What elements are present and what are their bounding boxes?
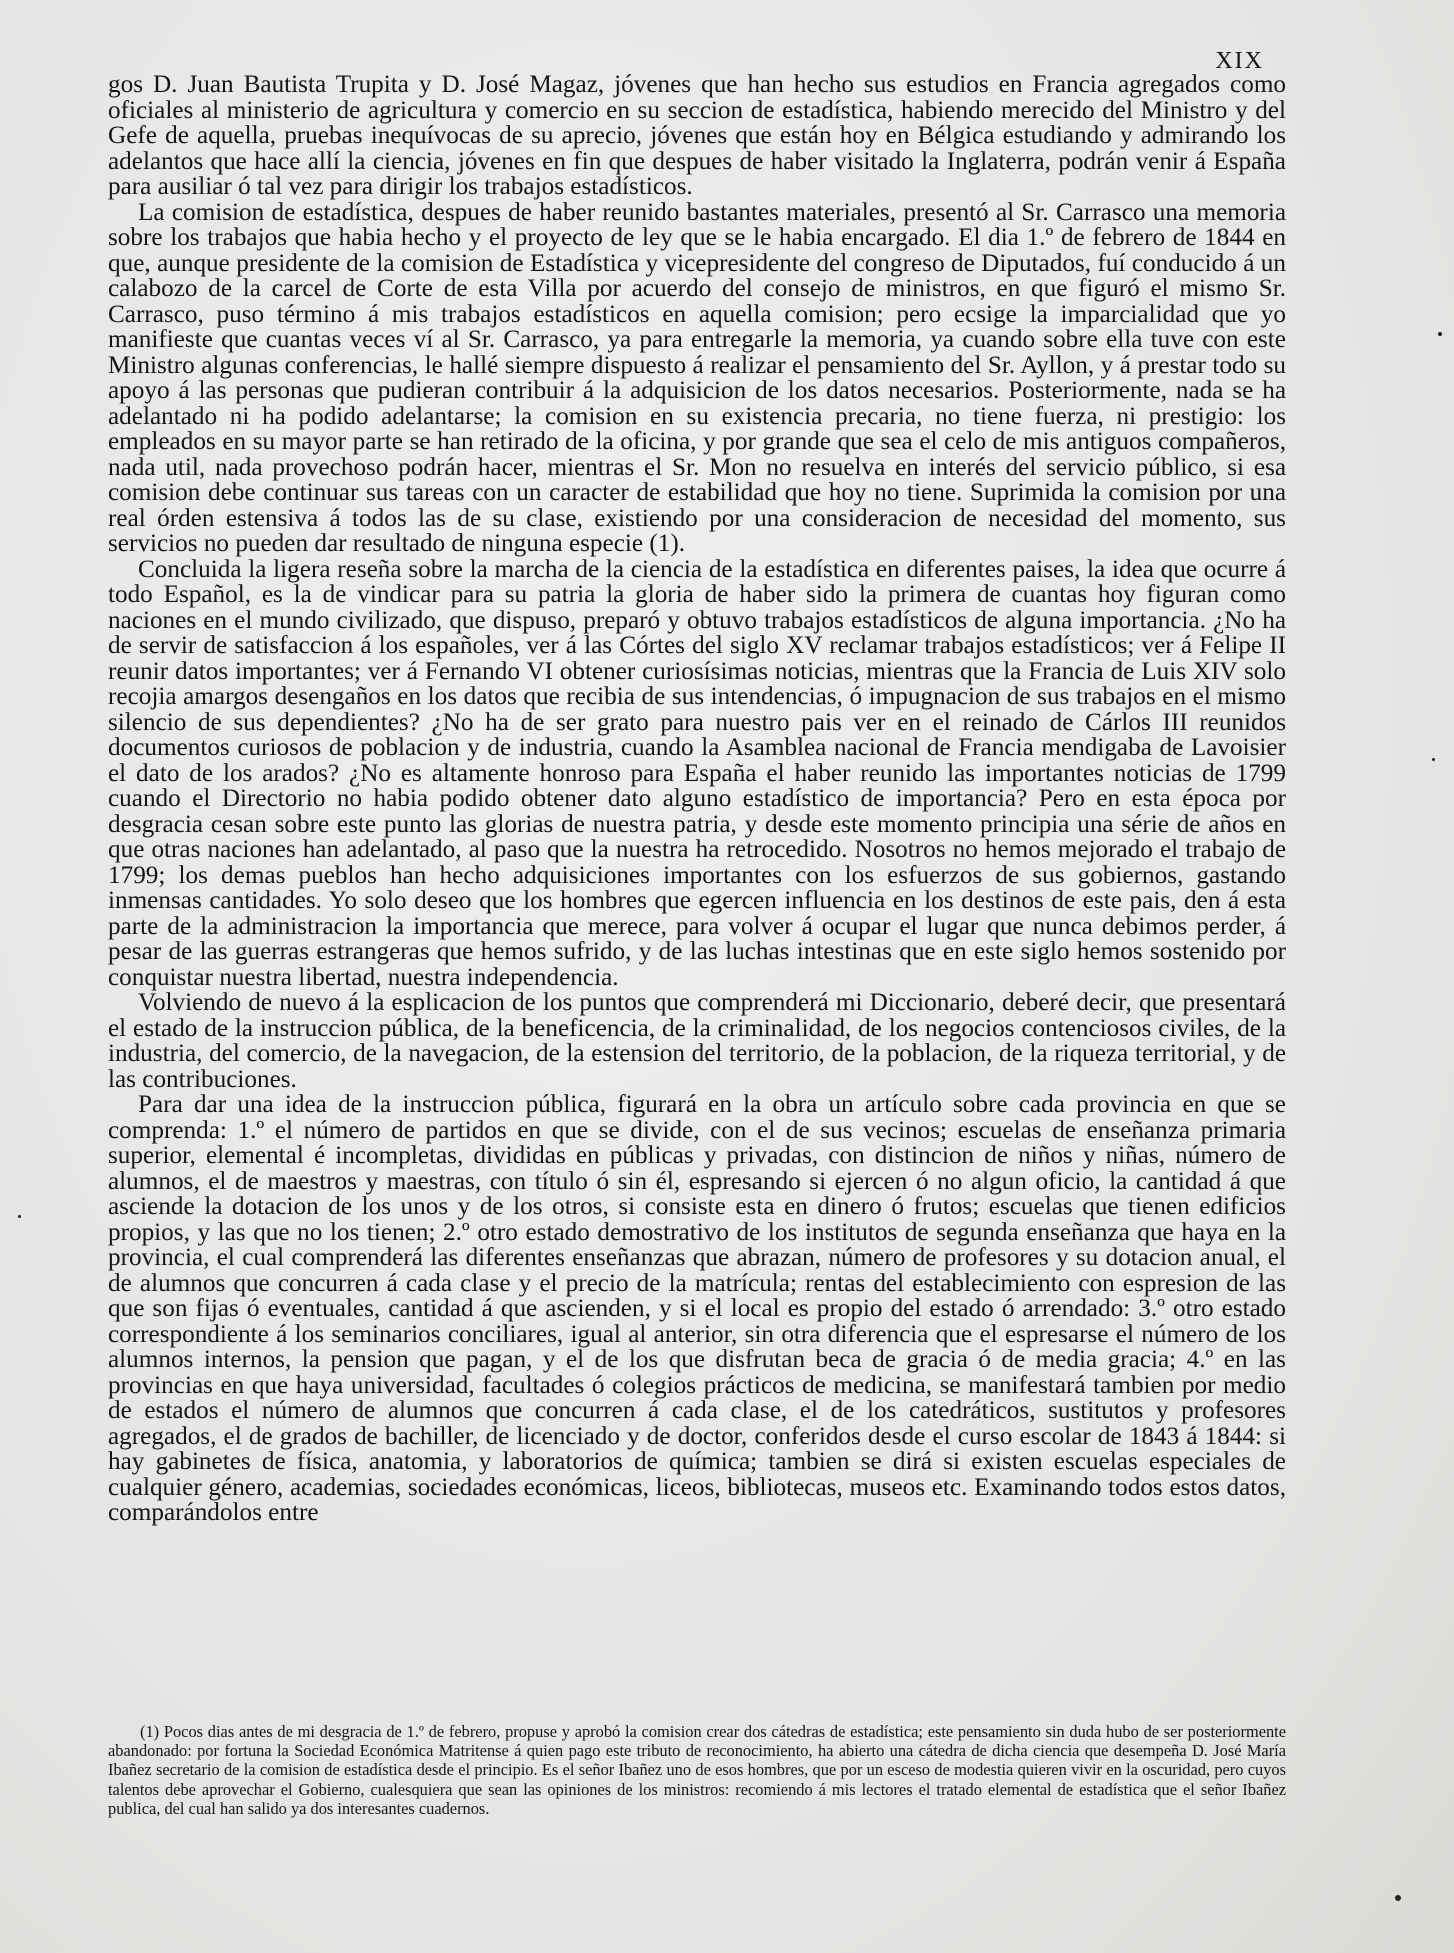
footnote-text: (1) Pocos dias antes de mi desgracia de 1.º de febrero, propuse y aprobó la comision crear dos cátedras de estadística; este pensamiento sin duda hubo de ser posteriormente abandonado: por fortuna la Sociedad Económica Matritense á quien pago este tributo de reconocimiento, ha abierto una cátedra de dicha ciencia que desempeña D. José María Ibañez secretario de la comision de estadística desde el principio. Es el señor Ibañez uno de esos hombres, que por un esceso de modestia quieren vivir en la oscuridad, pero cuyos talentos debe aprovechar el Gobierno, cualesquiera que sean las opiniones de los ministros: recomiendo á mis lectores el tratado elemental de estadística que el señor Ibañez publica, del cual han salido ya dos interesantes cuadernos. [108, 1722, 1286, 1818]
paragraph-2: La comision de estadística, despues de haber reunido bastantes materiales, presentó al Sr. Carrasco una memoria sobre los trabajos que habia hecho y el proyecto de ley que se le habia encargado. El dia 1.º de febrero de 1844 en que, aunque presidente de la comision de Estadística y vicepresidente del congreso de Diputados, fuí conducido á un calabozo de la carcel de Corte de esta Villa por acuerdo del consejo de ministros, en que figuró el mismo Sr. Carrasco, puso término á mis trabajos estadísticos en aquella comision; pero ecsige la imparcialidad que yo manifieste que cuantas veces ví al Sr. Carrasco, ya para entregarle la memoria, ya cuando sobre ella tuve con este Ministro algunas conferencias, le hallé siempre dispuesto á realizar el pensamiento del Sr. Ayllon, y á prestar todo su apoyo á las personas que pudieran contribuir á la adquisicion de los datos necesarios. Posteriormente, nada se ha adelantado ni ha podido adelantarse; la comision en su existencia precaria, no tiene fuerza, ni prestigio: los empleados en su mayor parte se han retirado de la oficina, y por grande que sea el celo de mis antiguos compañeros, nada util, nada provechoso podrán hacer, mientras el Sr. Mon no resuelva en interés del servicio público, si esa comision debe continuar sus tareas con un caracter de estabilidad que hoy no tiene. Suprimida la comision por una real órden estensiva á todos las de su clase, existiendo por una consideracion de necesidad del momento, sus servicios no pueden dar resultado de ninguna especie (1). [108, 198, 1286, 557]
ink-speck [1432, 758, 1435, 761]
ink-speck [18, 1215, 21, 1218]
body-text [108, 72, 1286, 1526]
page-number: XIX [1215, 48, 1264, 74]
paragraph-1: gos D. Juan Bautista Trupita y D. José Magaz, jóvenes que han hecho sus estudios en Francia agregados como oficiales al ministerio de agricultura y comercio en su seccion de estadística, habiendo merecido del Ministro y del Gefe de aquella, pruebas inequívocas de su aprecio, jóvenes que están hoy en Bélgica estudiando y admirando los adelantos que hace allí la ciencia, jóvenes en fin que despues de haber visitado la Inglaterra, podrán venir á España para ausiliar ó tal vez para dirigir los trabajos estadísticos. [108, 71, 1286, 200]
paragraph-3: Concluida la ligera reseña sobre la marcha de la ciencia de la estadística en diferentes paises, la idea que ocurre á todo Español, es la de vindicar para su patria la gloria de haber sido la primera de cuantas hoy figuran como naciones en el mundo civilizado, que dispuso, preparó y obtuvo trabajos estadísticos de alguna importancia. ¿No ha de servir de satisfaccion á los españoles, ver á las Córtes del siglo XV reclamar trabajos estadísticos; ver á Felipe II reunir datos importantes; ver á Fernando VI obtener curiosísimas noticias, mientras que la Francia de Luis XIV solo recojia amargos desengaños en los datos que recibia de sus intendencias, ó impugnacion de sus trabajos en el mismo silencio de sus dependientes? ¿No ha de ser grato para nuestro pais ver en el reinado de Cárlos III reunidos documentos curiosos de poblacion y de industria, cuando la Asamblea nacional de Francia mendigaba de Lavoisier el dato de los arados? ¿No es altamente honroso para España el haber reunido las importantes noticias de 1799 cuando el Directorio no habia podido obtener dato alguno estadístico de importancia? Pero en esta época por desgracia cesan sobre este punto las glorias de nuestra patria, y desde este momento principia una série de años en que otras naciones han adelantado, al paso que la nuestra ha retrocedido. Nosotros no hemos mejorado el trabajo de 1799; los demas pueblos han hecho adquisiciones importantes con los esfuerzos de sus gobiernos, gastando inmensas cantidades. Yo solo deseo que los hombres que egercen influencia en los destinos de este pais, den á esta parte de la administracion la importancia que merece, para volver á ocupar el lugar que nunca debimos perder, á pesar de las guerras estrangeras que hemos sufrido, y de las luchas intestinas que en este siglo hemos sostenido por conquistar nuestra libertad, nuestra independencia. [108, 555, 1286, 991]
paragraph-5: Para dar una idea de la instruccion pública, figurará en la obra un artículo sobre cada provincia en que se comprenda: 1.º el número de partidos en que se divide, con el de sus vecinos; escuelas de enseñanza primaria superior, elemental é incompletas, divididas en públicas y privadas, con distincion de niños y niñas, número de alumnos, el de maestros y maestras, con título ó sin él, espresando si ejercen ó no algun oficio, la cantidad á que asciende la dotacion de los unos y de los otros, si consiste esta en dinero ó frutos; escuelas que tienen edificios propios, y las que no los tienen; 2.º otro estado demostrativo de los institutos de segunda enseñanza que haya en la provincia, el cual comprenderá las diferentes enseñanzas que abrazan, número de profesores y su dotacion anual, el de alumnos que concurren á cada clase y el precio de la matrícula; rentas del establecimiento con espresion de las que son fijas ó eventuales, cantidad á que ascienden, y si el local es propio del estado ó arrendado: 3.º otro estado correspondiente á los seminarios conciliares, igual al anterior, sin otra diferencia que el espresarse el número de los alumnos internos, la pension que pagan, y el de los que disfrutan beca de gracia ó de media gracia; 4.º en las provincias en que haya universidad, facultades ó colegios prácticos de medicina, se manifestará tambien por medio de estados el número de alumnos que concurren á cada clase, el de los catedráticos, sustitutos y profesores agregados, el de grados de bachiller, de licenciado y de doctor, conferidos desde el curso escolar de 1843 á 1844: si hay gabinetes de física, anatomia, y laboratorios de química; tambien se dirá si existen escuelas especiales de cualquier género, academias, sociedades económicas, liceos, bibliotecas, museos etc. Examinando todos estos datos, comparándolos entre [108, 1091, 1286, 1526]
ink-speck [1438, 332, 1442, 336]
footnote [108, 1722, 1286, 1818]
ink-speck [1395, 1895, 1401, 1901]
paragraph-4: Volviendo de nuevo á la esplicacion de los puntos que comprenderá mi Diccionario, deberé decir, que presentará el estado de la instruccion pública, de la beneficencia, de la criminalidad, de los negocios contenciosos civiles, de la industria, del comercio, de la navegacion, de la estension del territorio, de la poblacion, de la riqueza territorial, y de las contribuciones. [108, 989, 1286, 1093]
